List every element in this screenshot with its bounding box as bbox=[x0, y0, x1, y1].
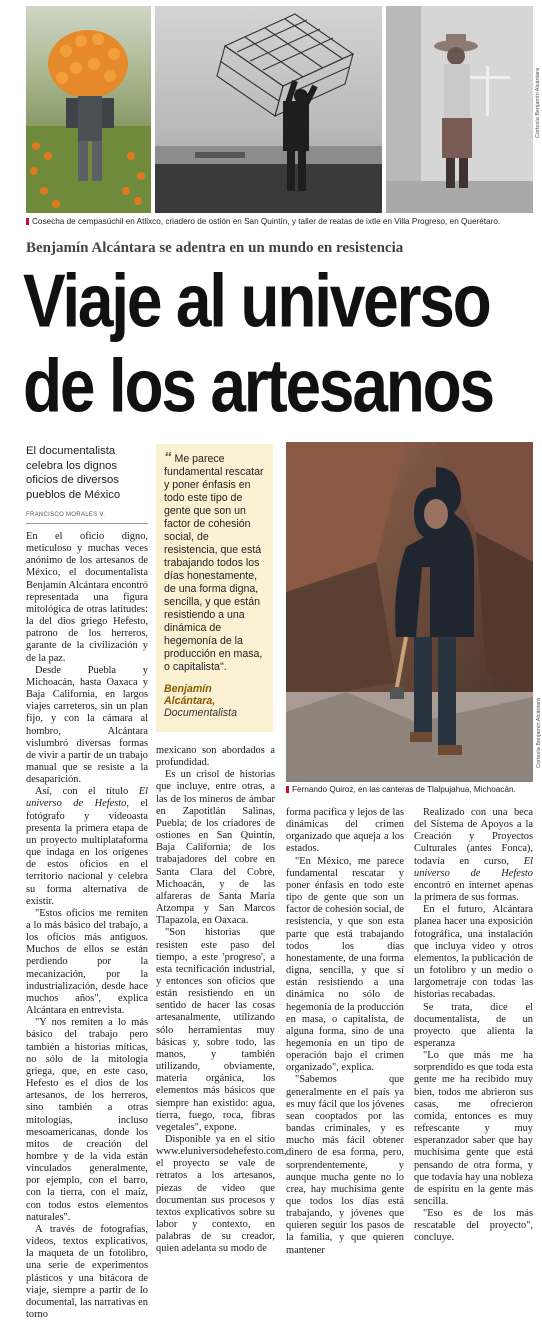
headline-line2: de los artesanos bbox=[23, 343, 493, 429]
byline: FRANCISCO MORALES V. bbox=[26, 512, 106, 518]
summary-deck: El documentalista celebra los dignos oficios de diversos pueblos de México bbox=[26, 445, 121, 501]
paragraph: En el futuro, Alcántara planea hacer una exposición fotográfica, una instalación que incluya video y otros elementos, la publicación de un fotolibro y un medio o largometraje con todas las historias recabadas. bbox=[414, 904, 533, 1001]
paragraph: "Sabemos que generalmente en el país ya es muy fácil que los jóvenes sean cooptados por las bandas criminales, y es mucho más fácil obtener dinero de esa forma, pero, sorprendentemente, y aunque mucha gente no lo crea, hay muchísima gente que todos los días está trabajando, y jóvenes que quieren seguir los pasos de la familia, y que quieren mantener bbox=[286, 1074, 404, 1256]
paragraph bbox=[26, 786, 148, 908]
paragraph: "En México, me parece fundamental rescatar y poner énfasis en todo este tipo de gente que son un factor de cohesión social, de resistencia, y que son esta parte que está trabajando todos los días honestamente, de una forma digna, sencilla, y que sí están resistiendo a una dinámica no sólo de hegemonía de la producción en masa, o capitalista, de alguna forma, sino de una hegemonía en un tipo de operación bajo el crimen organizado", explica. bbox=[286, 855, 405, 1074]
caption-portrait bbox=[286, 785, 516, 794]
paragraph bbox=[414, 807, 533, 904]
photo-cempasuchil bbox=[26, 6, 151, 213]
photo-ostion bbox=[155, 6, 382, 213]
pull-quote bbox=[156, 444, 273, 732]
work-title: El universo de Hefesto bbox=[414, 855, 533, 879]
headline-line1: Viaje al universo bbox=[23, 258, 490, 344]
pull-quote-role: Documentalista bbox=[164, 707, 238, 719]
paragraph: Desde Puebla y Michoacán, hasta Oaxaca y Baja California, en largos viajes carreteros, sin un plan fijo, y con la cámara al hombro, Alcántara vislumbró diversas formas de vivir a partir de un trabajo manual que se resiste a la desaparición. bbox=[26, 664, 148, 786]
paragraph: Disponible ya en el sitio www.eluniversodehefesto.com, el proyecto se vale de retratos a los artesanos, piezas de video que documentan sus procesos y textos explicativos sobre su labor y contexto, en palabras de su creador, quien adelanta su modo de bbox=[156, 1134, 287, 1255]
caption-portrait-text: Fernando Quiroz, en las canteras de Tlalpujahua, Michoacán. bbox=[292, 785, 516, 794]
paragraph: mexicano son abordados a profundidad. bbox=[156, 745, 275, 769]
pull-quote-author: Benjamín Alcántara, bbox=[164, 683, 216, 707]
paragraph: Se trata, dice el documentalista, de un proyecto que alienta la esperanza bbox=[414, 1001, 533, 1049]
photo-fernando-quiroz-image bbox=[286, 442, 533, 782]
photo-cempasuchil-image bbox=[26, 6, 151, 213]
paragraph: "Y nos remiten a lo más básico del trabajo pero también a historias míticas, no sólo de la mitología griega, que, en este caso, Hefesto es el dios de los artesanos, de los herreros, sino también a otras mitologías, incluso mesoamericanas, donde los mitos de creación del hombre y de la vida están vinculados generalmente, por ejemplo, con el barro, con la tierra, con el maíz, con todos estos elementos naturales". bbox=[26, 1017, 148, 1223]
paragraph: A través de fotografías, videos, textos explicativos, la maqueta de un fotolibro, una serie de experimentos plásticos y una bitácora de viaje, siempre a partir de lo documental, las narrativas en torno bbox=[26, 1223, 148, 1320]
body-column-3 bbox=[286, 807, 405, 1256]
byline-divider bbox=[26, 523, 148, 524]
text-run: , el fotógrafo y videoasta presenta la primera etapa de un proyecto multiplataforma que indaga en los orígenes de estos oficios en el territorio nacional y celebra su forma alternativa de existir. bbox=[26, 798, 148, 907]
paragraph: forma pacífica y lejos de las dinámicas del crimen organizado que aqueja a los estados. bbox=[286, 807, 404, 855]
photo-fernando-quiroz bbox=[286, 442, 533, 782]
photo-ixtle-image bbox=[386, 6, 533, 213]
photo-credit-portrait: Cortesía Benjamín Alcántara bbox=[536, 697, 542, 768]
caption-top-text: Cosecha de cempasúchil en Atlixco, criadero de ostión en San Quintín, y taller de reatas de ixtle en Villa Progreso, en Querétaro. bbox=[32, 217, 501, 226]
paragraph: Es un crisol de historias que incluye, entre otras, a las de los mineros de ámbar en Zapotitlán Salinas, Puebla; de los criadores de ostiones en San Quintín, Baja California; de los trabajadores del cobre en Santa Clara del Cobre, Michoacán, y de las alfareras de Santa María Atzompa y San Marcos Tlapazola, en Oaxaca. bbox=[156, 769, 275, 927]
text-run: Realizado con una beca del Sistema de Apoyos a la Creación y Proyectos Culturales (antes Fonca), todavía en curso, bbox=[414, 807, 533, 867]
paragraph: "Son historias que resisten este paso del tiempo, a este 'progreso', a esta tecnificación industrial, y entonces son oficios que están resistiendo en un sentido de hacer las cosas artesanalmente, utilizando sólo herramientas muy básicas y, sobre todo, las manos, y también utilizando, obviamente, materia orgánica, los elementos más básicos que siempre han existido: agua, tierra, fuego, roca, fibras vegetales", expone. bbox=[156, 927, 275, 1133]
pull-quote-text bbox=[164, 451, 265, 674]
photo-ostion-image bbox=[155, 6, 382, 213]
paragraph: "Eso es de los más rescatable del proyecto", concluye. bbox=[414, 1208, 533, 1244]
body-column-4 bbox=[414, 807, 533, 1244]
caption-marker bbox=[286, 786, 289, 793]
caption-marker bbox=[26, 218, 29, 225]
photo-ixtle bbox=[386, 6, 533, 213]
paragraph: "Lo que más me ha sorprendido es que toda esta gente me ha recibido muy bien, todos me abrieron sus casas, me ofrecieron comida, entonces es muy refrescante y muy esperanzador saber que hay muchísima gente que está pensando de otra forma, y que todavía hay una nobleza de espíritu en la gente más sencilla. bbox=[414, 1050, 533, 1207]
paragraph: En el oficio digno, meticuloso y muchas veces anónimo de los artesanos de México, el documentalista Benjamín Alcántara encontró representada una figura mitológica de otras latitudes: la del dios griego Hefesto, patrono de los herreros, garante de la civilización y de la paz. bbox=[26, 531, 148, 664]
body-column-1 bbox=[26, 531, 148, 1320]
text-run: Así, con el título bbox=[35, 786, 139, 798]
kicker: Benjamín Alcántara se adentra en un mundo en resistencia bbox=[26, 240, 404, 256]
body-column-2 bbox=[156, 745, 287, 1255]
text-run: encontró en internet apenas la primera de sus formas. bbox=[414, 879, 533, 904]
pull-quote-body: Me parece fundamental rescatar y poner énfasis en todo este tipo de gente que son un factor de cohesión social, de resistencia, que está trabajando todos los días honestamente, de una forma digna, sencilla, y que están resistiendo a una dinámica de hegemonía de la producción en masa, o capitalista". bbox=[164, 453, 264, 673]
photo-credit-top: Cortesía Benjamín Alcántara bbox=[535, 67, 541, 138]
work-title: El universo de Hefesto bbox=[26, 786, 148, 810]
paragraph: "Estos oficios me remiten a lo más básico del trabajo, a los oficios más antiguos. Muchos de ellos se están perdiendo por la mecanización, por la industrialización, desde hace muchos años", explica Alcántara en entrevista. bbox=[26, 907, 148, 1017]
quote-mark-icon: “ bbox=[164, 449, 172, 466]
caption-top bbox=[26, 217, 500, 226]
